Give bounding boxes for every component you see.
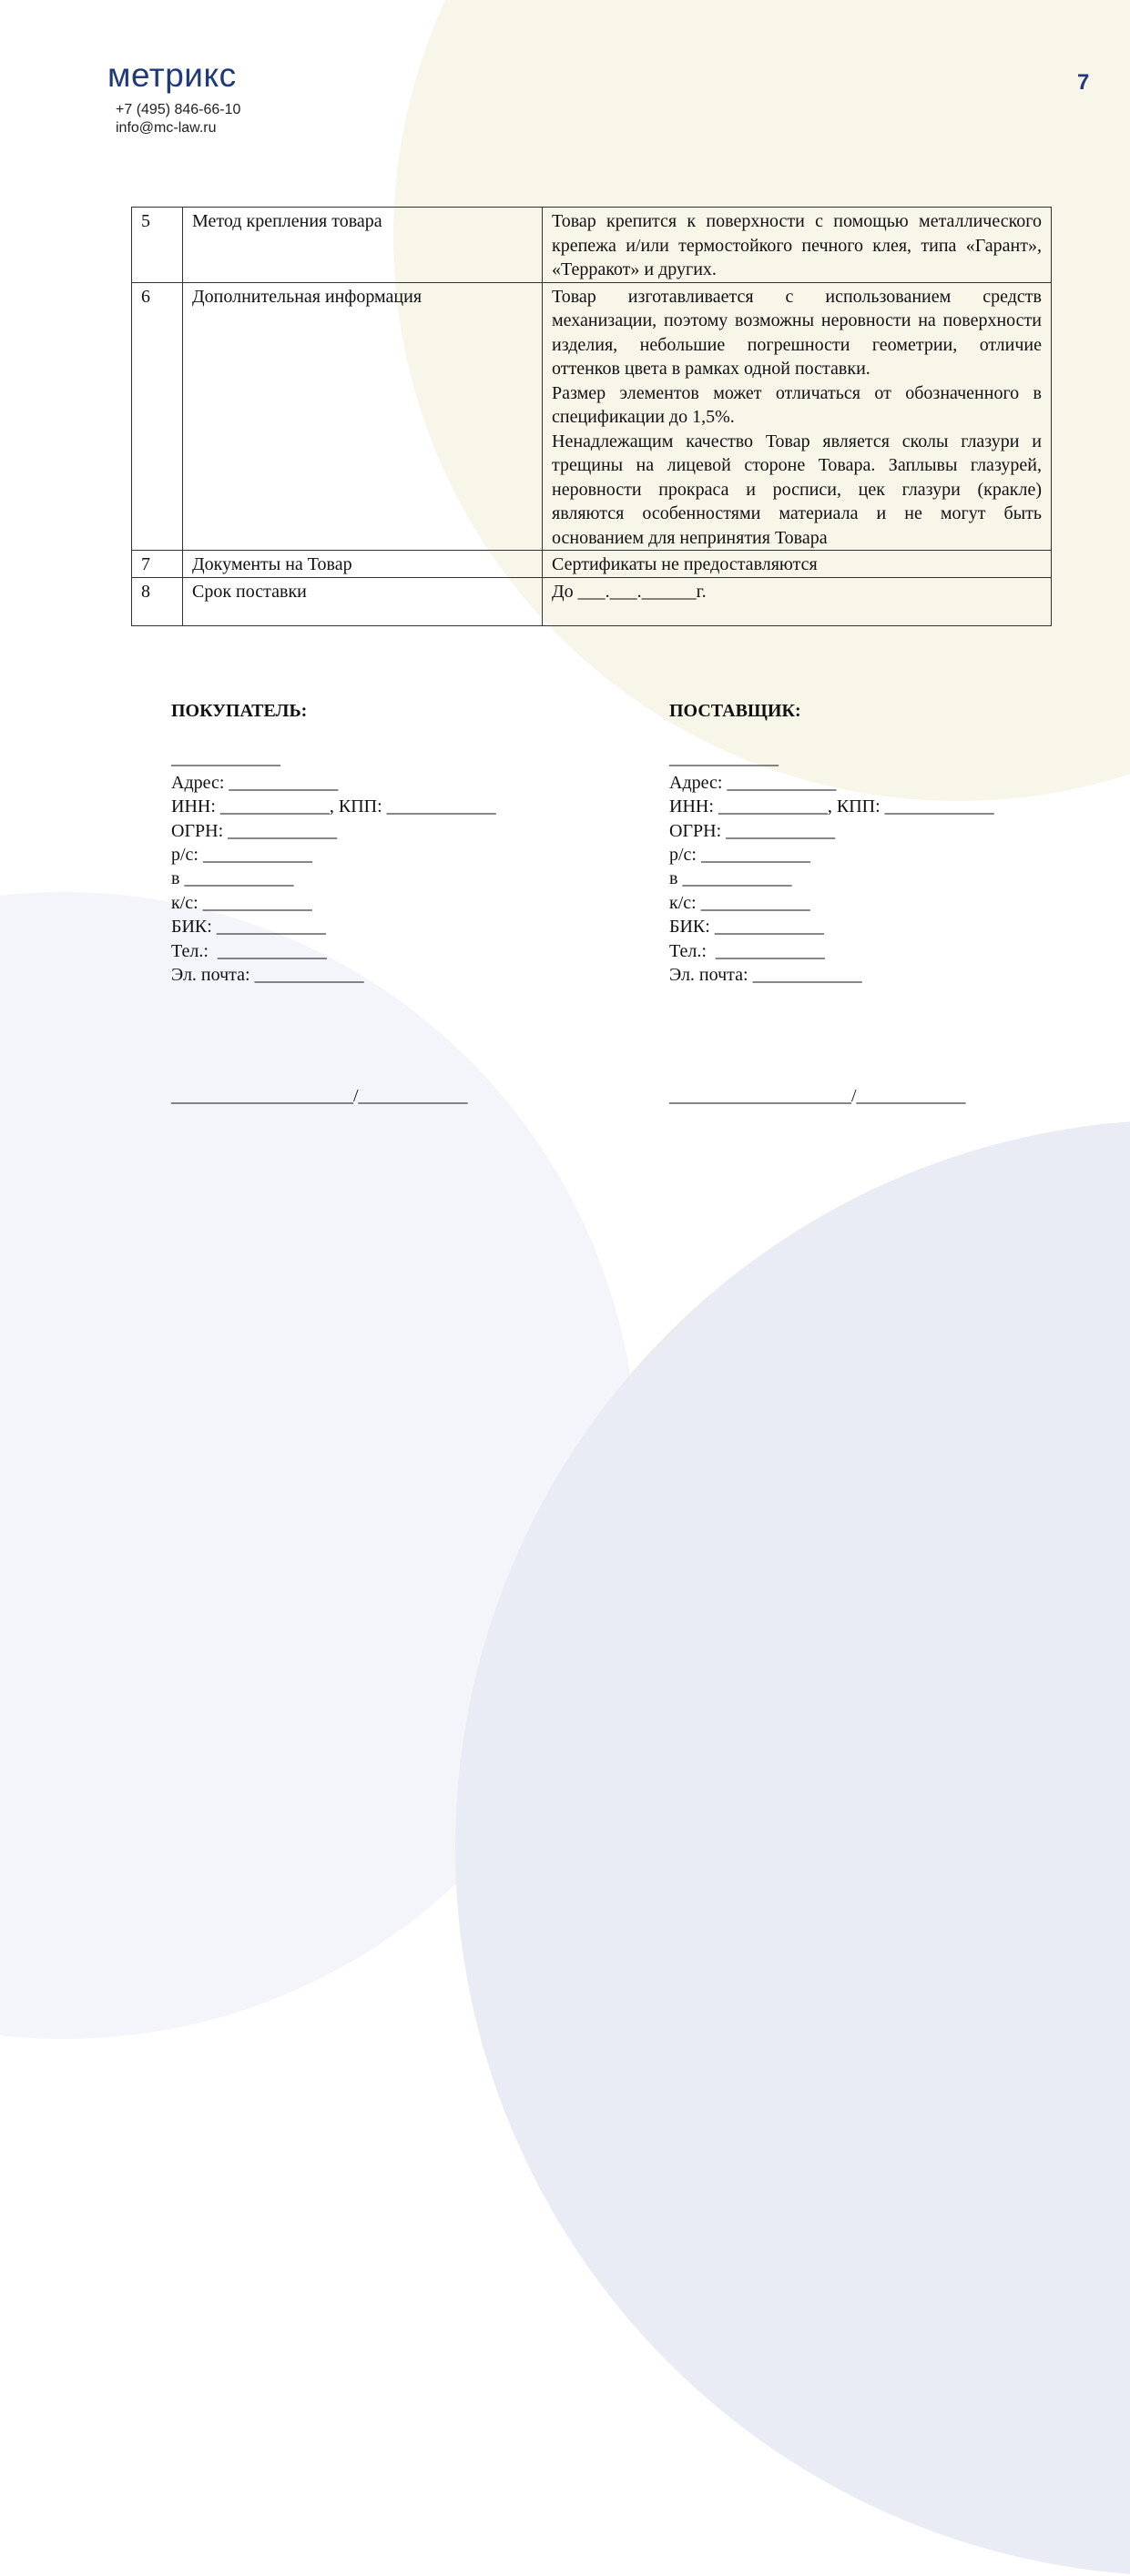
buyer-signature-line: ____________________/____________ [171, 1086, 468, 1106]
supplier-heading: ПОСТАВЩИК: [669, 701, 801, 721]
buyer-phone-line: Тел.: ____________ [171, 940, 327, 961]
supplier-account-line: р/с: ____________ [669, 845, 810, 866]
supplier-email-line: Эл. почта: ____________ [669, 965, 862, 986]
row-number: 7 [132, 551, 183, 578]
company-logo: метрикс [107, 56, 237, 94]
supplier-address-line: Адрес: ____________ [669, 772, 837, 793]
description-paragraph: Ненадлежащим качество Товар является сколы глазури и трещины на лицевой стороне Товара. Заплывы глазурей, неровности прокраса и росписи, цек глазури (кракле) являются особенностями материала и не могут быть основанием для непринятия Товара [552, 431, 1042, 548]
supplier-phone-line: Тел.: ____________ [669, 940, 825, 961]
row-description [543, 551, 1052, 578]
description-paragraph: Товар крепится к поверхности с помощью металлического крепежа и/или термостойкого печного клея, типа «Гарант», «Терракот» и других. [552, 211, 1042, 279]
buyer-ogrn-line: ОГРН: ____________ [171, 820, 338, 841]
row-number: 5 [132, 208, 183, 283]
row-description [543, 282, 1052, 551]
supplier-corr-account-line: к/с: ____________ [669, 892, 810, 913]
supplier-name-line: ____________ [669, 748, 779, 769]
buyer-details [171, 699, 496, 987]
table-row [132, 208, 1052, 283]
specification-table [131, 207, 1052, 626]
buyer-heading: ПОКУПАТЕЛЬ: [171, 701, 308, 721]
table-row [132, 551, 1052, 578]
buyer-address-line: Адрес: ____________ [171, 772, 339, 793]
table-row [132, 282, 1052, 551]
buyer-inn-kpp-line: ИНН: ____________, КПП: ____________ [171, 796, 496, 817]
row-description [543, 577, 1052, 625]
supplier-bank-line: в ____________ [669, 868, 792, 889]
description-paragraph: Размер элементов может отличаться от обозначенного в спецификации до 1,5%. [552, 382, 1042, 427]
description-paragraph: Сертификаты не предоставляются [552, 554, 818, 574]
buyer-account-line: р/с: ____________ [171, 845, 312, 866]
row-number: 6 [132, 282, 183, 551]
buyer-bik-line: БИК: ____________ [171, 917, 326, 938]
page-number: 7 [1077, 70, 1090, 95]
row-name: Дополнительная информация [183, 282, 543, 551]
table-row [132, 577, 1052, 625]
supplier-inn-kpp-line: ИНН: ____________, КПП: ____________ [669, 796, 994, 817]
supplier-signature-line: ____________________/____________ [669, 1086, 966, 1106]
description-paragraph: До ___.___.______г. [552, 581, 707, 602]
row-description [543, 208, 1052, 283]
row-name: Документы на Товар [183, 551, 543, 578]
buyer-name-line: ____________ [171, 748, 280, 769]
description-paragraph: Товар изготавливается с использованием средств механизации, поэтому возможны неровности на поверхности изделия, небольшие погрешности геометрии, отличие оттенков цвета в рамках одной поставки. [552, 286, 1042, 379]
row-name: Метод крепления товара [183, 208, 543, 283]
supplier-ogrn-line: ОГРН: ____________ [669, 820, 836, 841]
row-name: Срок поставки [183, 577, 543, 625]
buyer-bank-line: в ____________ [171, 868, 294, 889]
row-number: 8 [132, 577, 183, 625]
buyer-email-line: Эл. почта: ____________ [171, 965, 364, 986]
supplier-bik-line: БИК: ____________ [669, 917, 824, 938]
buyer-corr-account-line: к/с: ____________ [171, 892, 312, 913]
supplier-details [669, 699, 994, 987]
contact-email: info@mc-law.ru [116, 120, 217, 136]
contact-phone: +7 (495) 846-66-10 [116, 102, 241, 117]
